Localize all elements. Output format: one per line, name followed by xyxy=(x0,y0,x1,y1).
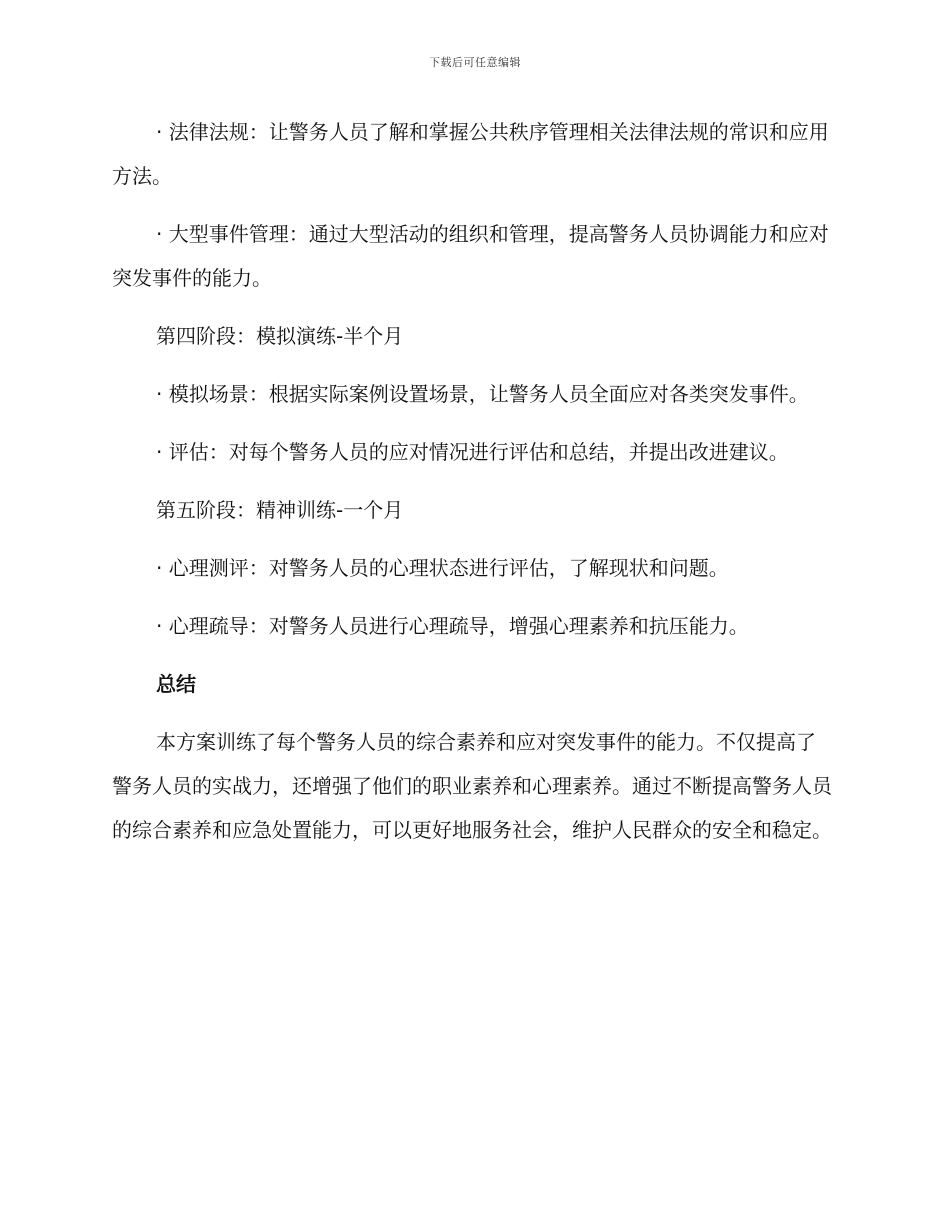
paragraph-large-event-management: · 大型事件管理：通过大型活动的组织和管理，提高警务人员协调能力和应对突发事件的能力。 xyxy=(112,222,829,290)
stage-four-title: 第四阶段：模拟演练-半个月 xyxy=(156,324,404,348)
paragraph-assessment: · 评估：对每个警务人员的应对情况进行评估和总结，并提出改进建议。 xyxy=(156,440,789,464)
summary-heading: 总结 xyxy=(156,672,196,696)
stage-five-title: 第五阶段：精神训练-一个月 xyxy=(156,498,404,522)
page-header: 下载后可任意编辑 xyxy=(429,56,521,69)
paragraph-laws: · 法律法规：让警务人员了解和掌握公共秩序管理相关法律法规的常识和应用方法。 xyxy=(112,120,829,188)
paragraph-psych-evaluation: · 心理测评：对警务人员的心理状态进行评估，了解现状和问题。 xyxy=(156,556,729,580)
paragraph-psych-counseling: · 心理疏导：对警务人员进行心理疏导，增强心理素养和抗压能力。 xyxy=(156,614,749,638)
document-body xyxy=(112,110,832,852)
paragraph-simulation-scenario: · 模拟场景：根据实际案例设置场景，让警务人员全面应对各类突发事件。 xyxy=(156,382,809,406)
summary-paragraph: 本方案训练了每个警务人员的综合素养和应对突发事件的能力。不仅提高了警务人员的实战力，还增强了他们的职业素养和心理素养。通过不断提高警务人员的综合素养和应急处置能力，可以更好地服务社会，维护人民群众的安全和稳定。 xyxy=(112,730,832,842)
